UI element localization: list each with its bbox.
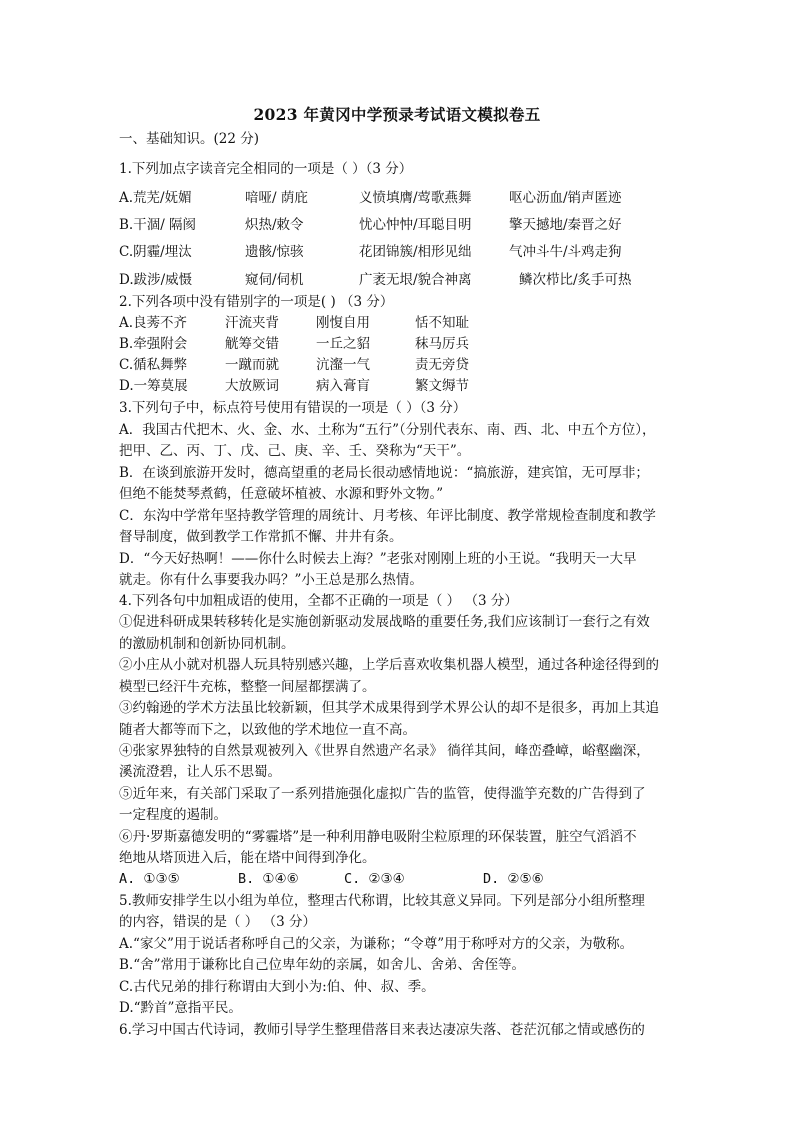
- option-cell: 窥伺/伺机: [245, 272, 304, 288]
- option-cell: 秣马厉兵: [415, 336, 469, 352]
- question-4-line: ⑤近年来，有关部门采取了一系列措施强化虚拟广告的监管，使得滥竽充数的广告得到了: [119, 786, 646, 802]
- option-cell: C.阴霾/埋汰: [119, 244, 192, 260]
- question-4-line: 绝地从塔顶进入后，能在塔中间得到净化。: [119, 850, 376, 866]
- option-cell: 一蹴而就: [225, 357, 279, 373]
- question-5-line: A.“家父”用于说话者称呼自己的父亲，为谦称；“令尊”用于称呼对方的父亲，为敬称。: [119, 936, 634, 952]
- option-cell: A. ①③⑤: [119, 871, 180, 887]
- option-cell: 沆瀣一气: [316, 357, 370, 373]
- question-3-line: C．东沟中学常年坚持教学管理的周统计、月考核、年评比制度、教学常规检查制度和教学: [119, 508, 656, 524]
- question-2-stem: 2.下列各项中没有错别字的一项是( ) （3 分）: [119, 294, 394, 310]
- question-4-line: ⑥丹·罗斯嘉德发明的“雾霾塔”是一种利用静电吸附尘粒原理的环保装置，脏空气滔滔不: [119, 829, 637, 845]
- question-4-line: ②小庄从小就对机器人玩具特别感兴趣，上学后喜欢收集机器人模型，通过各种途径得到的: [119, 657, 659, 673]
- option-cell: C. ②③④: [344, 871, 405, 887]
- option-cell: A.荒芜/妩媚: [119, 190, 192, 206]
- question-4-line: 的激励机制和创新协同机制。: [119, 636, 295, 652]
- option-cell: C.循私舞弊: [119, 357, 188, 373]
- option-cell: 气冲斗牛/斗鸡走狗: [509, 244, 622, 260]
- option-cell: 忧心忡忡/耳聪目明: [359, 217, 472, 233]
- option-cell: 呕心沥血/销声匿迹: [509, 190, 622, 206]
- option-cell: D.跋涉/威慑: [119, 272, 193, 288]
- question-4-stem: 4.下列各句中加粗成语的使用，全都不正确的一项是（ ） （3 分）: [119, 593, 518, 609]
- option-cell: 繁文缛节: [415, 378, 469, 394]
- question-4-line: ④张家界独特的自然景观被列入《世界自然遗产名录》 徜徉其间，峰峦叠嶂，峪壑幽深，: [119, 743, 650, 759]
- option-cell: 大放厥词: [225, 378, 279, 394]
- option-cell: A.良莠不齐: [119, 315, 188, 331]
- option-cell: 汗流夹背: [225, 315, 279, 331]
- option-cell: 遗骸/惊骇: [245, 244, 304, 260]
- question-4-line: 随者大都等而下之，以致他的学术地位一直不高。: [119, 722, 416, 738]
- question-3-stem: 3.下列句子中，标点符号使用有错误的一项是（ ）（3 分）: [119, 400, 467, 416]
- question-4-line: ③约翰逊的学术方法虽比较新颖，但其学术成果得到学术界公认的却不是很多，再加上其追: [119, 700, 659, 716]
- question-4-line: 一定程度的遏制。: [119, 807, 227, 823]
- option-cell: B. ①④⑥: [238, 871, 299, 887]
- option-cell: 炽热/敕令: [245, 217, 304, 233]
- option-cell: 喑哑/ 荫庇: [245, 190, 308, 206]
- question-5-line: D.“黔首”意指平民。: [119, 1000, 242, 1016]
- option-cell: 觥筹交错: [225, 336, 279, 352]
- section-heading: 一、基础知识。(22 分): [119, 131, 260, 147]
- option-cell: 责无旁贷: [415, 357, 469, 373]
- option-cell: 刚愎自用: [316, 315, 370, 331]
- option-cell: 鳞次栉比/炙手可热: [519, 272, 632, 288]
- option-cell: 花团锦簇/相形见绌: [359, 244, 472, 260]
- option-cell: 病入膏肓: [316, 378, 370, 394]
- option-cell: 恬不知耻: [415, 315, 469, 331]
- option-cell: D. ②⑤⑥: [483, 871, 544, 887]
- question-6-stem: 6.学习中国古代诗词，教师引导学生整理借落目来表达凄凉失落、苍茫沉郁之情或感伤的: [119, 1022, 645, 1038]
- question-3-line: B．在谈到旅游开发时，德高望重的老局长很动感情地说：“搞旅游，建宾馆，无可厚非；: [119, 465, 649, 481]
- option-cell: 擎天撼地/秦晋之好: [509, 217, 622, 233]
- question-3-line: 督导制度，做到教学工作常抓不懈、井井有条。: [119, 529, 403, 545]
- option-cell: D.一筹莫展: [119, 378, 188, 394]
- page-title: 2023 年黄冈中学预录考试语文模拟卷五: [253, 105, 541, 124]
- question-1-stem: 1.下列加点字读音完全相同的一项是（ ）（3 分）: [119, 161, 413, 177]
- question-4-line: 溪流澄碧，让人乐不思蜀。: [119, 764, 281, 780]
- question-5-stem: 的内容，错误的是（ ） （3 分）: [119, 914, 316, 930]
- option-cell: B.干涸/ 隔阂: [119, 217, 197, 233]
- question-5-stem: 5.教师安排学生以小组为单位，整理古代称谓，比较其意义异同。下列是部分小组所整理: [119, 893, 645, 909]
- option-cell: 广袤无垠/貌合神离: [359, 272, 472, 288]
- option-cell: 义愤填膺/莺歌燕舞: [359, 190, 472, 206]
- question-3-line: 但绝不能焚琴煮鹤，任意破坏植被、水源和野外文物。”: [119, 486, 444, 502]
- question-4-line: 模型已经汗牛充栋，整整一间屋都摆满了。: [119, 679, 376, 695]
- question-3-line: A．我国古代把木、火、金、水、土称为“五行”（分别代表东、南、西、北、中五个方位），: [119, 422, 656, 438]
- question-3-line: 就走。你有什么事要我办吗？”小王总是那么热情。: [119, 572, 423, 588]
- option-cell: 一丘之貂: [316, 336, 370, 352]
- question-4-line: ①促进科研成果转移转化是实施创新驱动发展战略的重要任务,我们应该制订一套行之有效: [119, 614, 650, 630]
- question-5-line: C.古代兄弟的排行称谓由大到小为:伯、仲、叔、季。: [119, 979, 435, 995]
- question-5-line: B.“舍”常用于谦称比自己位卑年幼的亲属，如舍儿、舍弟、舍侄等。: [119, 957, 526, 973]
- option-cell: B.牵强附会: [119, 336, 188, 352]
- question-3-line: 把甲、乙、丙、丁、戊、己、庚、辛、壬、癸称为“天干”。: [119, 443, 471, 459]
- question-3-line: D．“今天好热啊！——你什么时候去上海？”老张对刚刚上班的小王说。“我明天一大早: [119, 551, 637, 567]
